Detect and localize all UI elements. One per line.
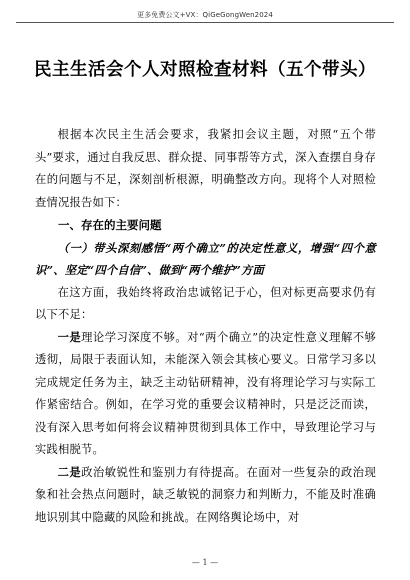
opening-paragraph: 在这方面，我始终将政治忠诚铭记于心，但对标更高要求仍有以下不足： <box>35 285 376 321</box>
document-body <box>35 124 376 529</box>
item-text-2: 政治敏锐性和鉴别力有待提高。在面对一些复杂的政治现象和社会热点问题时，缺乏敏锐的洞察力和判断力，不能及时准确地识别其中隐藏的风险和挑战。在网络舆论场中，对 <box>35 465 376 524</box>
document-title: 民主生活会个人对照检查材料（五个带头） <box>34 60 376 80</box>
subsection-heading-1: （一）带头深刻感悟“两个确立”的决定性意义，增强“四个意识”、坚定“四个自信”、做到“两个维护”方面 <box>35 240 376 277</box>
section-heading-1: 一、存在的主要问题 <box>58 218 162 232</box>
header-rule <box>16 22 394 23</box>
item-paragraph-2 <box>35 462 376 530</box>
item-paragraph-1 <box>35 327 376 462</box>
page-header: 更多免费公文+VX：QiGeGongWen2024 <box>137 11 273 19</box>
item-lead-1: 一是 <box>57 330 82 344</box>
item-lead-2: 二是 <box>57 465 82 479</box>
page-number: — 1 — <box>191 558 219 567</box>
item-text-1: 理论学习深度不够。对“两个确立”的决定性意义理解不够透彻，局限于表面认知，未能深入领会其核心要义。日常学习多以完成规定任务为主，缺乏主动钻研精神，没有将理论学习与实际工作紧密结合。例如，在学习党的重要会议精神时，只是泛泛而读，没有深入思考如何将会议精神贯彻到具体工作中，导致理论学习与实践相脱节。 <box>35 330 376 456</box>
intro-paragraph: 根据本次民主生活会要求，我紧扣会议主题，对照“五个带头”要求，通过自我反思、群众提、同事帮等方式，深入查摆自身存在的问题与不足，深刻剖析根源，明确整改方向。现将个人对照检查情况报告如下： <box>35 128 376 209</box>
